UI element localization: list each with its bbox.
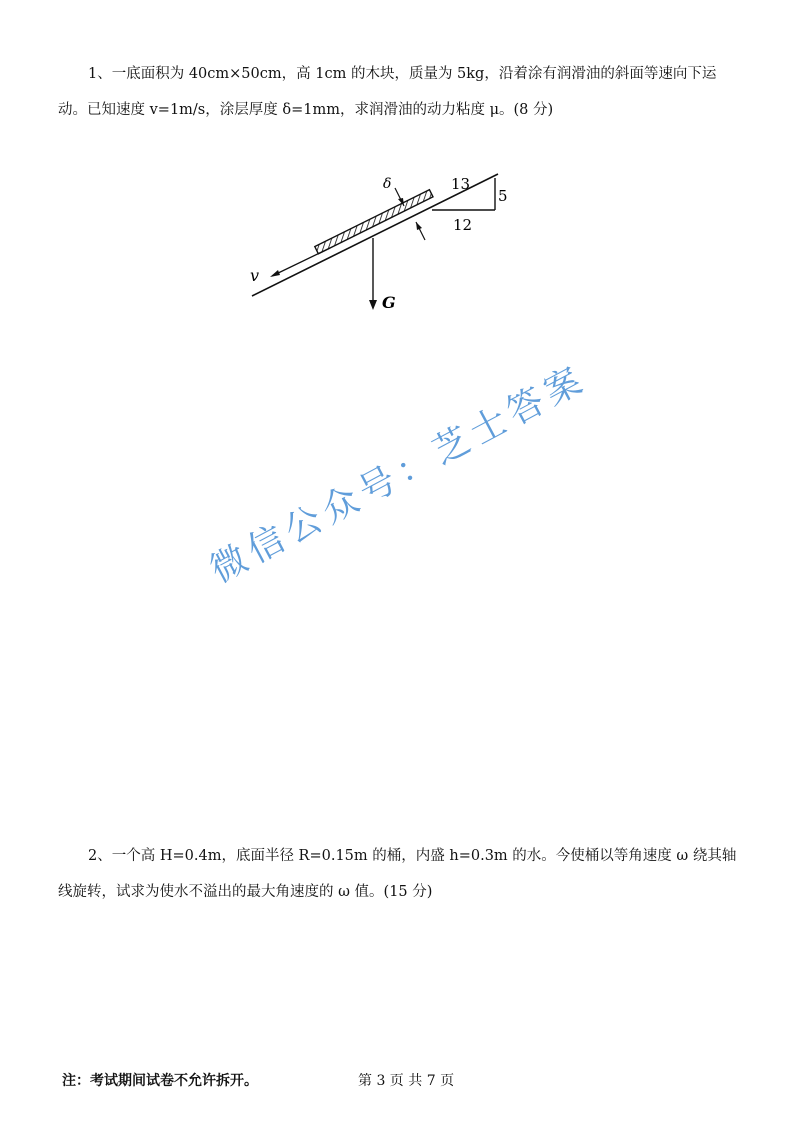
question-1 [58, 56, 748, 128]
footer-note: 注：考试期间试卷不允许拆开。 [62, 1073, 258, 1089]
rise-label: 5 [498, 187, 508, 205]
velocity-arrowhead [270, 270, 280, 277]
question-2 [58, 838, 748, 910]
oil-block [315, 190, 433, 254]
velocity-label: v [250, 266, 260, 285]
watermark: 微信公众号：芝士答案 [203, 357, 594, 592]
delta-arrowhead-bottom [416, 222, 422, 230]
question-2-line-2: 线旋转，试求为使水不溢出的最大角速度的 ω 值。(15 分) [58, 884, 433, 900]
question-1-line-2: 动。已知速度 v=1m/s，涂层厚度 δ=1mm，求润滑油的动力粘度 μ。(8 分) [58, 102, 554, 118]
footer-page-number: 第 3 页 共 7 页 [358, 1073, 455, 1089]
question-2-line-1: 2、一个高 H=0.4m，底面半径 R=0.15m 的桶，内盛 h=0.3m 的水。今使桶以等角速度 ω 绕其轴 [88, 848, 737, 864]
weight-arrowhead [369, 300, 377, 310]
hypotenuse-label: 13 [451, 175, 471, 193]
incline-diagram [240, 168, 510, 318]
run-label: 12 [453, 216, 473, 234]
weight-label: G [382, 293, 396, 312]
delta-label: δ [383, 176, 392, 192]
question-1-line-1: 1、一底面积为 40cm×50cm，高 1cm 的木块，质量为 5kg，沿着涂有润滑油的斜面等速向下运 [88, 66, 717, 82]
